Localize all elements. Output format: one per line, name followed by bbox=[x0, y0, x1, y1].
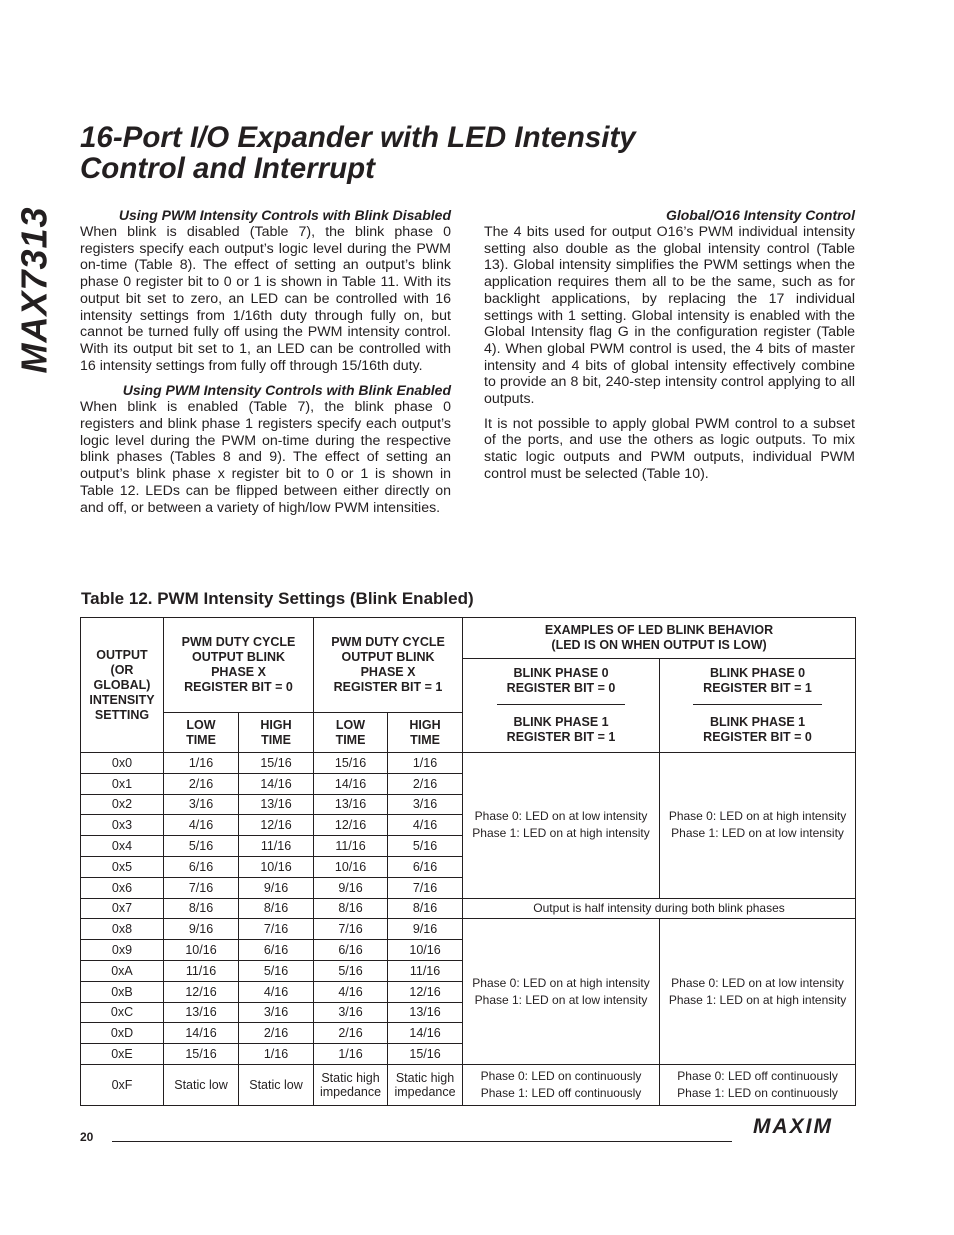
section-body-blink-disabled: When blink is disabled (Table 7), the blink phase 0 registers specify each output’s logic level during the PWM on-time (Table 8). The effect of setting an output’s blink phase 0 register bit to 0 or 1 is shown in Table 11. With its output bit set to zero, an LED can be controlled with 16 intensity settings from 1/16th duty through fully on, but cannot be turned fully off using the PWM intensity control. With its output bit set to 1, an LED can be controlled with 16 intensity settings from fully off through 15/16th duty. bbox=[80, 224, 451, 374]
paragraph-global-intensity: The 4 bits used for output O16’s PWM individual intensity setting also double as the global intensity control (Table 13). Global intensity simplifies the PWM settings when the application requires them all to be the same, such as for backlight applications, by replacing the 17 individual settings with 1 setting. Global intensity is enabled with the Global Intensity flag G in the configuration register (Table 4). When global PWM control is used, the 4 bits of master intensity and 4 bits of global intensity effectively combine to provide an 8 bit, 240-step intensity control applying to all outputs. bbox=[484, 224, 855, 408]
cell-setting: 0x9 bbox=[81, 940, 164, 961]
example-last-col-1: Phase 0: LED on continuously Phase 1: LED off continuously bbox=[463, 1064, 660, 1105]
cell-low-time-1: 10/16 bbox=[314, 856, 388, 877]
cell-high-time-1: 9/16 bbox=[388, 919, 463, 940]
cell-low-time-0: Static low bbox=[164, 1064, 239, 1105]
header-low-time-1: LOW TIME bbox=[314, 713, 388, 753]
cell-high-time-1: 7/16 bbox=[388, 877, 463, 898]
section-heading-blink-enabled: Using PWM Intensity Controls with Blink Enabled bbox=[122, 382, 451, 399]
cell-low-time-1: 3/16 bbox=[314, 1002, 388, 1023]
cell-high-time-0: 15/16 bbox=[239, 753, 314, 774]
cell-high-time-0: 8/16 bbox=[239, 898, 314, 919]
cell-low-time-0: 14/16 bbox=[164, 1023, 239, 1044]
cell-low-time-1: 5/16 bbox=[314, 960, 388, 981]
maxim-logo bbox=[753, 1116, 853, 1136]
cell-high-time-0: 7/16 bbox=[239, 919, 314, 940]
cell-setting: 0x1 bbox=[81, 773, 164, 794]
cell-high-time-1: 4/16 bbox=[388, 815, 463, 836]
cell-high-time-1: 12/16 bbox=[388, 981, 463, 1002]
page-title bbox=[80, 122, 880, 184]
cell-setting: 0xA bbox=[81, 960, 164, 981]
header-example-col-1: BLINK PHASE 0 REGISTER BIT = 0 BLINK PHASE 1 REGISTER BIT = 1 bbox=[463, 659, 660, 753]
cell-high-time-0: 2/16 bbox=[239, 1023, 314, 1044]
cell-low-time-0: 4/16 bbox=[164, 815, 239, 836]
footer-divider bbox=[112, 1141, 732, 1142]
header-pwm-bit-0: PWM DUTY CYCLE OUTPUT BLINK PHASE X REGISTER BIT = 0 bbox=[164, 618, 314, 713]
cell-setting: 0xC bbox=[81, 1002, 164, 1023]
cell-low-time-1: 8/16 bbox=[314, 898, 388, 919]
cell-low-time-0: 3/16 bbox=[164, 794, 239, 815]
logo-text: MAXIM bbox=[753, 1116, 833, 1136]
cell-high-time-1: 1/16 bbox=[388, 753, 463, 774]
cell-low-time-0: 10/16 bbox=[164, 940, 239, 961]
cell-low-time-0: 9/16 bbox=[164, 919, 239, 940]
cell-high-time-0: 14/16 bbox=[239, 773, 314, 794]
cell-low-time-0: 8/16 bbox=[164, 898, 239, 919]
cell-high-time-1: 6/16 bbox=[388, 856, 463, 877]
cell-low-time-1: 2/16 bbox=[314, 1023, 388, 1044]
table-row bbox=[81, 919, 856, 940]
cell-high-time-0: 3/16 bbox=[239, 1002, 314, 1023]
cell-high-time-0: 9/16 bbox=[239, 877, 314, 898]
cell-high-time-1: 14/16 bbox=[388, 1023, 463, 1044]
cell-setting: 0x7 bbox=[81, 898, 164, 919]
cell-high-time-0: 6/16 bbox=[239, 940, 314, 961]
example-group-1-col-2: Phase 0: LED on at high intensity Phase 1: LED on at low intensity bbox=[660, 753, 856, 899]
left-column bbox=[80, 207, 451, 516]
cell-low-time-0: 7/16 bbox=[164, 877, 239, 898]
example-group-2-col-1: Phase 0: LED on at high intensity Phase 1: LED on at low intensity bbox=[463, 919, 660, 1065]
cell-low-time-0: 15/16 bbox=[164, 1044, 239, 1065]
cell-low-time-1: 12/16 bbox=[314, 815, 388, 836]
cell-setting: 0x8 bbox=[81, 919, 164, 940]
cell-high-time-0: 1/16 bbox=[239, 1044, 314, 1065]
cell-low-time-0: 1/16 bbox=[164, 753, 239, 774]
cell-high-time-1: Static high impedance bbox=[388, 1064, 463, 1105]
cell-high-time-0: 11/16 bbox=[239, 836, 314, 857]
cell-high-time-1: 2/16 bbox=[388, 773, 463, 794]
product-name: MAX7313 bbox=[14, 206, 55, 374]
cell-high-time-1: 15/16 bbox=[388, 1044, 463, 1065]
cell-high-time-1: 13/16 bbox=[388, 1002, 463, 1023]
right-column bbox=[484, 207, 855, 483]
cell-high-time-0: Static low bbox=[239, 1064, 314, 1105]
cell-low-time-1: 13/16 bbox=[314, 794, 388, 815]
cell-low-time-1: 9/16 bbox=[314, 877, 388, 898]
example-group-2-col-2: Phase 0: LED on at low intensity Phase 1: LED on at high intensity bbox=[660, 919, 856, 1065]
cell-setting: 0x2 bbox=[81, 794, 164, 815]
cell-setting: 0x0 bbox=[81, 753, 164, 774]
sidebar-product-name bbox=[10, 206, 60, 374]
cell-high-time-0: 4/16 bbox=[239, 981, 314, 1002]
page-title-line-1: 16-Port I/O Expander with LED Intensity bbox=[80, 121, 636, 154]
cell-low-time-0: 6/16 bbox=[164, 856, 239, 877]
cell-high-time-0: 12/16 bbox=[239, 815, 314, 836]
cell-low-time-1: 4/16 bbox=[314, 981, 388, 1002]
cell-setting: 0x5 bbox=[81, 856, 164, 877]
cell-low-time-0: 13/16 bbox=[164, 1002, 239, 1023]
cell-high-time-1: 3/16 bbox=[388, 794, 463, 815]
cell-setting: 0xE bbox=[81, 1044, 164, 1065]
cell-high-time-1: 11/16 bbox=[388, 960, 463, 981]
header-high-time-1: HIGH TIME bbox=[388, 713, 463, 753]
table-row bbox=[81, 753, 856, 774]
header-output-setting: OUTPUT (OR GLOBAL) INTENSITY SETTING bbox=[81, 618, 164, 753]
table-row bbox=[81, 898, 856, 919]
example-group-1-col-1: Phase 0: LED on at low intensity Phase 1: LED on at high intensity bbox=[463, 753, 660, 899]
header-low-time-0: LOW TIME bbox=[164, 713, 239, 753]
cell-high-time-1: 10/16 bbox=[388, 940, 463, 961]
cell-low-time-1: 14/16 bbox=[314, 773, 388, 794]
cell-low-time-1: 11/16 bbox=[314, 836, 388, 857]
section-heading-blink-disabled: Using PWM Intensity Controls with Blink Disabled bbox=[118, 207, 451, 223]
cell-low-time-1: 1/16 bbox=[314, 1044, 388, 1065]
example-last-col-2: Phase 0: LED off continuously Phase 1: LED on continuously bbox=[660, 1064, 856, 1105]
page-title-line-2: Control and Interrupt bbox=[80, 152, 375, 185]
table-title: Table 12. PWM Intensity Settings (Blink Enabled) bbox=[81, 589, 474, 608]
cell-low-time-1: 15/16 bbox=[314, 753, 388, 774]
cell-high-time-1: 8/16 bbox=[388, 898, 463, 919]
cell-setting: 0xD bbox=[81, 1023, 164, 1044]
table-row bbox=[81, 1064, 856, 1105]
cell-setting: 0x3 bbox=[81, 815, 164, 836]
cell-setting: 0x4 bbox=[81, 836, 164, 857]
cell-setting: 0x6 bbox=[81, 877, 164, 898]
pwm-intensity-table bbox=[80, 617, 856, 1106]
cell-low-time-0: 12/16 bbox=[164, 981, 239, 1002]
cell-high-time-0: 13/16 bbox=[239, 794, 314, 815]
cell-setting: 0xB bbox=[81, 981, 164, 1002]
paragraph-global-subset: It is not possible to apply global PWM control to a subset of the ports, and use the others as logic outputs. To mix static logic outputs and PWM outputs, individual PWM control must be selected (Table 10). bbox=[484, 415, 855, 482]
cell-setting: 0xF bbox=[81, 1064, 164, 1105]
example-half-intensity: Output is half intensity during both blink phases bbox=[463, 898, 856, 919]
page-number: 20 bbox=[80, 1130, 94, 1144]
cell-low-time-0: 5/16 bbox=[164, 836, 239, 857]
header-pwm-bit-1: PWM DUTY CYCLE OUTPUT BLINK PHASE X REGISTER BIT = 1 bbox=[314, 618, 463, 713]
cell-low-time-1: 7/16 bbox=[314, 919, 388, 940]
cell-high-time-0: 5/16 bbox=[239, 960, 314, 981]
cell-low-time-0: 2/16 bbox=[164, 773, 239, 794]
cell-low-time-0: 11/16 bbox=[164, 960, 239, 981]
header-high-time-0: HIGH TIME bbox=[239, 713, 314, 753]
section-heading-global-intensity: Global/O16 Intensity Control bbox=[665, 207, 855, 223]
section-body-blink-enabled: When blink is enabled (Table 7), the blink phase 0 registers and blink phase 1 registers specify each output’s logic level during the PWM on-time during the respective blink phases (Tables 8 and 9). The effect of setting an output’s blink phase x register bit to 0 or 1 is shown in Table 12. LEDs can be flipped between either directly on and off, or between a variety of high/low PWM intensities. bbox=[80, 399, 451, 516]
cell-low-time-1: 6/16 bbox=[314, 940, 388, 961]
header-example-col-2: BLINK PHASE 0 REGISTER BIT = 1 BLINK PHASE 1 REGISTER BIT = 0 bbox=[660, 659, 856, 753]
cell-high-time-1: 5/16 bbox=[388, 836, 463, 857]
cell-low-time-1: Static high impedance bbox=[314, 1064, 388, 1105]
header-examples: EXAMPLES OF LED BLINK BEHAVIOR (LED IS ON WHEN OUTPUT IS LOW) bbox=[463, 618, 856, 659]
cell-high-time-0: 10/16 bbox=[239, 856, 314, 877]
